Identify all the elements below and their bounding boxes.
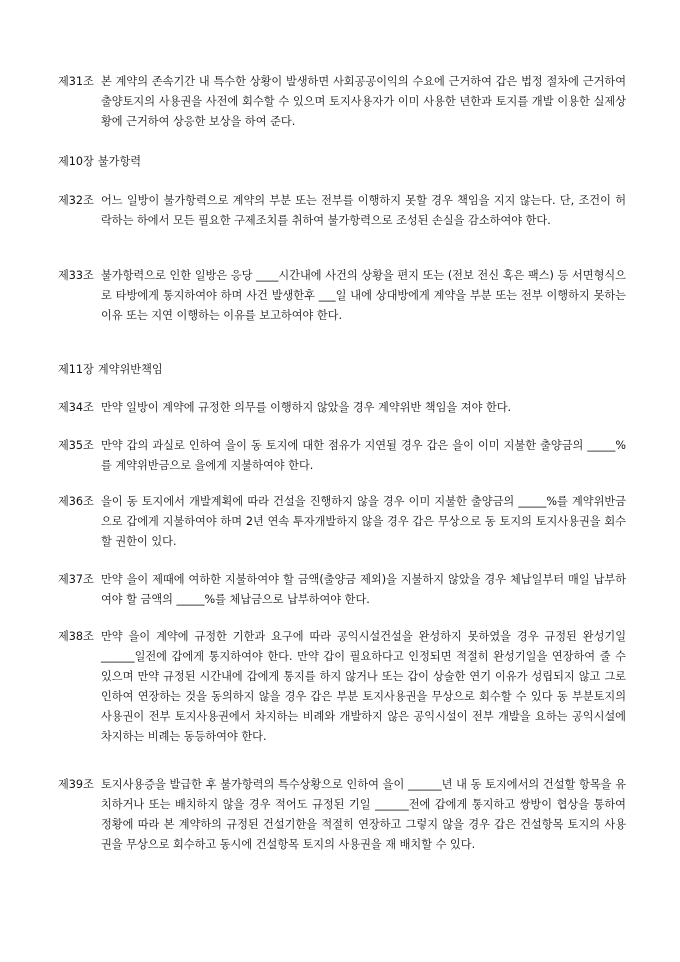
chapter-number: 제10장 <box>58 155 94 168</box>
article-text: 만약 일방이 계약에 규정한 의무를 이행하지 않았을 경우 계약위반 책임을 져야 한다. <box>101 401 512 414</box>
article-39 <box>58 775 626 855</box>
article-number: 제36조 <box>58 495 94 508</box>
article-32 <box>58 191 626 231</box>
article-text: 토지사용증을 발급한 후 불가항력의 특수상황으로 인하여 을이 ______년 내 동 토지에서의 건설할 항목을 유치하거나 또는 배치하지 않을 경우 적어도 규정된 기일 ______전에 갑에게 통지하고 쌍방이 협상을 통하여 정황에 따라 본 계약하의 규정된 건설기한을 적절히 연장하고 그렇지 않을 경우 갑은 건설항목 토지의 사용권을 무상으로 회수하고 동시에 건설항목 토지의 사용권을 재 배치할 수 있다. <box>101 778 626 851</box>
chapter-11-heading <box>58 360 163 380</box>
article-text: 만약 을이 계약에 규정한 기한과 요구에 따라 공익시설건설을 완성하지 못하였을 경우 규정된 완성기일 ______일전에 갑에게 통지하여야 한다. 만약 갑이 필요하다고 인정되면 적절히 완성기일을 연장하여 줄 수 있으며 만약 규정된 시간내에 갑에게 통지를 하지 않거나 또는 갑이 상술한 연기 이유가 성립되지 않고 그로 인하여 연장하는 것을 동의하지 않을 경우 갑은 부분 토지사용권을 무상으로 회수할 수 있다 동 부분토지의 사용권이 전부 토지사용권에서 차지하는 비례와 개발하지 않은 공익시설이 전부 개발을 요하는 공익시설에 차지하는 비례는 동등하여야 한다. <box>101 630 626 743</box>
article-text: 만약 갑의 과실로 인하여 을이 동 토지에 대한 점유가 지연될 경우 갑은 을이 이미 지불한 출양금의 _____%를 계약위반금으로 을에게 지불하여야 한다. <box>101 439 626 472</box>
article-text: 을이 동 토지에서 개발계획에 따라 건설을 진행하지 않을 경우 이미 지불한 출양금의 _____%를 계약위반금으로 갑에게 지불하여야 하며 2년 연속 투자개발하지 않을 경우 갑은 무상으로 동 토지의 토지사용권을 회수할 권한이 있다. <box>101 495 626 548</box>
article-number: 제37조 <box>58 573 94 586</box>
article-36 <box>58 492 626 552</box>
article-text: 어느 일방이 불가항력으로 계약의 부분 또는 전부를 이행하지 못할 경우 책임을 지지 않는다. 단, 조건이 허락하는 하에서 모든 필요한 구제조치를 취하여 불가항력으로 조성된 손실을 감소하여야 한다. <box>101 194 626 227</box>
article-text: 만약 을이 제때에 여하한 지불하여야 할 금액(출양금 제외)을 지불하지 않았을 경우 체납일부터 매일 납부하여야 할 금액의 _____%를 체납금으로 납부하여야 한다. <box>101 573 626 606</box>
article-number: 제34조 <box>58 401 94 414</box>
article-34 <box>58 398 626 418</box>
article-number: 제35조 <box>58 439 94 452</box>
article-number: 제31조 <box>58 75 94 88</box>
article-37 <box>58 570 626 610</box>
chapter-title: 계약위반책임 <box>97 363 163 376</box>
article-number: 제38조 <box>58 630 94 643</box>
chapter-title: 불가항력 <box>97 155 142 168</box>
article-text: 불가항력으로 인한 일방은 응당 ____시간내에 사건의 상황을 편지 또는 (전보 전신 혹은 팩스) 등 서면형식으로 타방에게 통지하여야 하며 사건 발생한후 ___일 내에 상대방에게 계약을 부분 또는 전부 이행하지 못하는 이유 또는 지연 이행하는 이유를 보고하여야 한다. <box>101 269 626 322</box>
article-text: 본 계약의 존속기간 내 특수한 상황이 발생하면 사회공공이익의 수요에 근거하여 갑은 법정 절차에 근거하여 출양토지의 사용권을 사전에 회수할 수 있으며 토지사용자가 이미 사용한 년한과 토지를 개발 이용한 실제상황에 근거하여 상응한 보상을 하여 준다. <box>101 75 626 128</box>
article-31 <box>58 72 626 132</box>
chapter-number: 제11장 <box>58 363 94 376</box>
chapter-10-heading <box>58 152 141 172</box>
article-38 <box>58 627 626 747</box>
article-number: 제33조 <box>58 269 94 282</box>
article-number: 제32조 <box>58 194 94 207</box>
article-35 <box>58 436 626 476</box>
article-number: 제39조 <box>58 778 94 791</box>
article-33 <box>58 266 626 326</box>
